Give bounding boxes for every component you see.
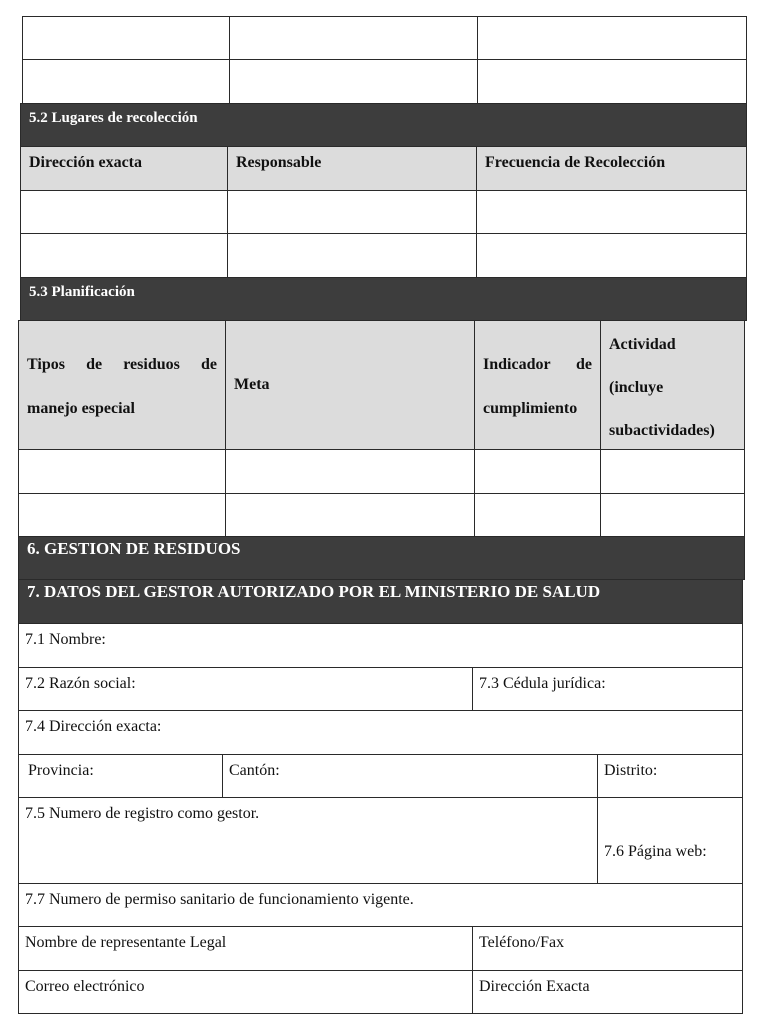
field-provincia: Provincia: [18,754,223,798]
table-5-2-row1-cell1 [20,190,228,234]
table-5-3-row1-cell4 [600,449,745,494]
top-row2-cell3 [477,59,747,104]
table-5-2-row2-cell3 [476,233,747,278]
field-representante-legal: Nombre de representante Legal [18,926,473,971]
header-actividad-line3: subactividades) [609,422,715,439]
table-5-2-row1-cell3 [476,190,747,234]
section-5-2-title: 5.2 Lugares de recolección [20,103,747,147]
top-row2-cell2 [229,59,478,104]
header-meta-label: Meta [234,376,270,393]
table-5-3-row2-cell3 [474,493,601,537]
top-row1-cell3 [477,16,747,60]
table-5-2-row2-cell1 [20,233,228,278]
header-responsable: Responsable [227,146,477,191]
table-5-2-row2-cell2 [227,233,477,278]
header-tipos-line1: Tipos de residuos de [27,356,217,373]
field-cedula-juridica: 7.3 Cédula jurídica: [472,667,743,711]
field-permiso-sanitario: 7.7 Numero de permiso sanitario de funcionamiento vigente. [18,883,743,927]
header-indicador-line1: Indicador de [483,356,592,373]
header-tipos-residuos [18,320,226,450]
table-5-3-row2-cell4 [600,493,745,537]
table-5-3-row2-cell2 [225,493,475,537]
header-actividad-line1: Actividad [609,336,676,353]
table-5-3-row2-cell1 [18,493,226,537]
header-frecuencia: Frecuencia de Recolección [476,146,747,191]
field-direccion-exacta-gestor: Dirección Exacta [472,970,743,1014]
table-5-3-row1-cell3 [474,449,601,494]
top-row2-cell1 [22,59,230,104]
field-distrito: Distrito: [597,754,743,798]
table-5-3-row1-cell2 [225,449,475,494]
field-razon-social: 7.2 Razón social: [18,667,473,711]
field-telefono-fax: Teléfono/Fax [472,926,743,971]
field-correo-electronico: Correo electrónico [18,970,473,1014]
field-direccion-exacta: 7.4 Dirección exacta: [18,710,743,755]
section-6-title: 6. GESTION DE RESIDUOS [18,536,745,580]
section-5-3-title: 5.3 Planificación [20,277,747,321]
header-actividad [600,320,745,450]
table-5-2-row1-cell2 [227,190,477,234]
field-canton: Cantón: [222,754,598,798]
header-direccion-exacta: Dirección exacta [20,146,228,191]
field-nombre: 7.1 Nombre: [18,623,743,668]
field-numero-registro: 7.5 Numero de registro como gestor. [18,797,598,884]
header-meta [225,320,475,450]
header-tipos-line2: manejo especial [27,400,135,417]
table-5-3-row1-cell1 [18,449,226,494]
field-pagina-web [597,797,743,884]
top-row1-cell1 [22,16,230,60]
header-indicador-line2: cumplimiento [483,400,578,417]
top-row1-cell2 [229,16,478,60]
header-actividad-line2: (incluye [609,379,664,396]
section-7-title: 7. DATOS DEL GESTOR AUTORIZADO POR EL MINISTERIO DE SALUD [18,579,743,624]
header-indicador [474,320,601,450]
field-pagina-web-label: 7.6 Página web: [604,843,707,860]
